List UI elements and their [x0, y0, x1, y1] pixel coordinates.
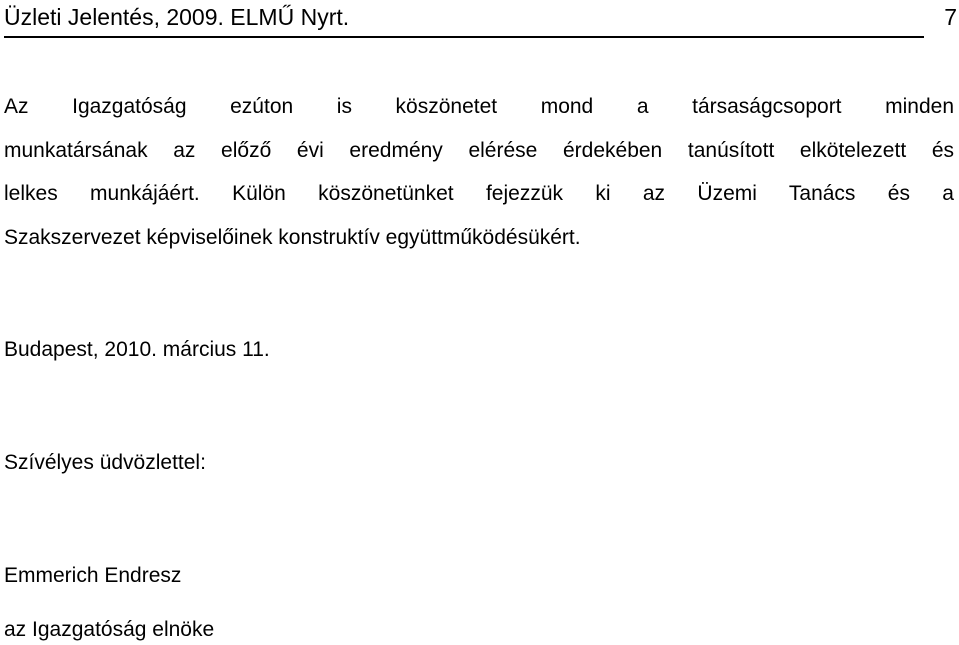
signatory-name: Emmerich Endresz: [4, 564, 182, 587]
acknowledgement-paragraph: [4, 85, 954, 259]
paragraph-line: Az Igazgatóság ezúton is köszönetet mond a társaságcsoport minden: [4, 95, 954, 118]
closing-salutation: Szívélyes üdvözlettel:: [4, 451, 206, 474]
paragraph-line: munkatársának az előző évi eredmény elérése érdekében tanúsított elkötelezett és: [4, 138, 954, 162]
paragraph-line: lelkes munkájáért. Külön köszönetünket fejezzük ki az Üzemi Tanács és a: [4, 182, 954, 205]
signatory-title: az Igazgatóság elnöke: [4, 618, 215, 641]
page-header: [4, 3, 957, 38]
header-title: Üzleti Jelentés, 2009. ELMŰ Nyrt.: [4, 4, 350, 30]
page-number: 7: [944, 4, 957, 30]
paragraph-line: Szakszervezet képviselőinek konstruktív együttműködésükért.: [4, 225, 581, 249]
place-date: Budapest, 2010. március 11.: [4, 338, 270, 361]
